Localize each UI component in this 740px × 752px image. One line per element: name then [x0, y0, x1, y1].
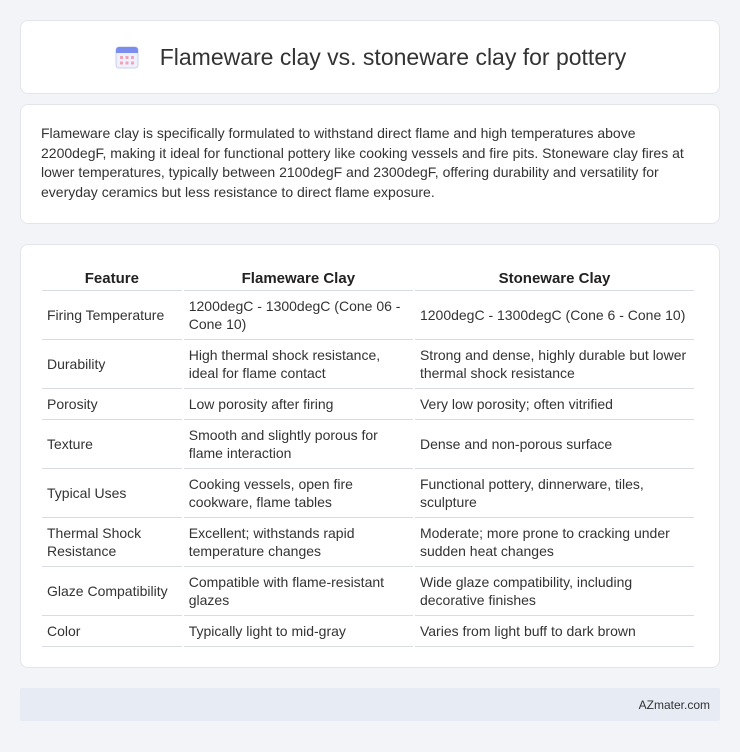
header-stoneware: Stoneware Clay: [415, 263, 694, 291]
table-row: [42, 340, 694, 389]
cell-stoneware: Wide glaze compatibility, including decorative finishes: [415, 567, 694, 616]
cell-feature: Thermal Shock Resistance: [42, 518, 182, 567]
calendar-icon: [114, 44, 140, 70]
title-row: [21, 21, 719, 93]
table-row: [42, 567, 694, 616]
cell-stoneware: 1200degC - 1300degC (Cone 6 - Cone 10): [415, 291, 694, 340]
cell-flameware: Cooking vessels, open fire cookware, flame tables: [184, 469, 413, 518]
intro-paragraph: Flameware clay is specifically formulated to withstand direct flame and high temperatures above 2200degF, making it ideal for functional pottery like cooking vessels and fire pits. Stoneware clay fires at lower temperatures, typically between 2100degF and 2300degF, offering durability and versatility for everyday ceramics but less resistance to direct flame exposure.: [41, 125, 684, 200]
cell-feature: Glaze Compatibility: [42, 567, 182, 616]
comparison-table: [40, 263, 696, 647]
cell-flameware: Low porosity after firing: [184, 389, 413, 420]
cell-stoneware: Strong and dense, highly durable but lower thermal shock resistance: [415, 340, 694, 389]
table-row: [42, 469, 694, 518]
cell-stoneware: Moderate; more prone to cracking under sudden heat changes: [415, 518, 694, 567]
cell-flameware: Smooth and slightly porous for flame interaction: [184, 420, 413, 469]
page-title: Flameware clay vs. stoneware clay for pottery: [159, 43, 627, 70]
cell-flameware: Excellent; withstands rapid temperature changes: [184, 518, 413, 567]
title-card: [20, 20, 720, 94]
footer-source: AZmater.com: [638, 697, 710, 712]
cell-flameware: Compatible with flame-resistant glazes: [184, 567, 413, 616]
cell-feature: Firing Temperature: [42, 291, 182, 340]
cell-feature: Porosity: [42, 389, 182, 420]
cell-feature: Texture: [42, 420, 182, 469]
cell-stoneware: Dense and non-porous surface: [415, 420, 694, 469]
cell-feature: Typical Uses: [42, 469, 182, 518]
table-row: [42, 389, 694, 420]
intro-card: [20, 104, 720, 224]
cell-stoneware: Varies from light buff to dark brown: [415, 616, 694, 647]
cell-feature: Durability: [42, 340, 182, 389]
table-row: [42, 420, 694, 469]
cell-stoneware: Very low porosity; often vitrified: [415, 389, 694, 420]
cell-flameware: 1200degC - 1300degC (Cone 06 - Cone 10): [184, 291, 413, 340]
header-feature: Feature: [42, 263, 182, 291]
table-row: [42, 518, 694, 567]
table-row: [42, 291, 694, 340]
cell-flameware: High thermal shock resistance, ideal for flame contact: [184, 340, 413, 389]
cell-feature: Color: [42, 616, 182, 647]
cell-flameware: Typically light to mid-gray: [184, 616, 413, 647]
comparison-card: [20, 244, 720, 668]
header-flameware: Flameware Clay: [184, 263, 413, 291]
table-header-row: [42, 263, 694, 291]
table-row: [42, 616, 694, 647]
cell-stoneware: Functional pottery, dinnerware, tiles, sculpture: [415, 469, 694, 518]
footer-bar: [20, 688, 720, 721]
